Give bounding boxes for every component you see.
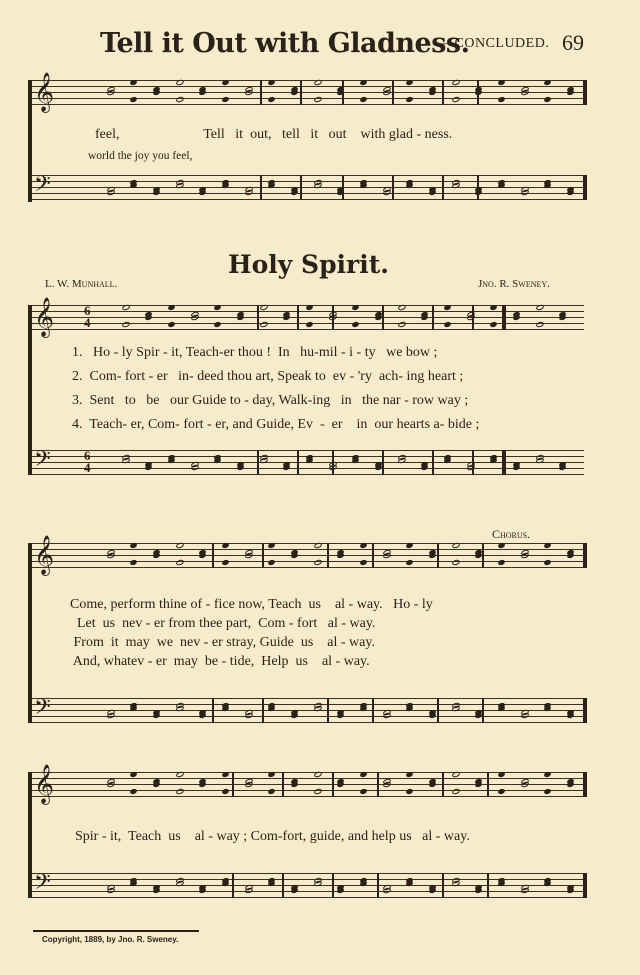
note-head <box>129 788 137 795</box>
barline <box>487 873 489 898</box>
note-head <box>497 788 505 795</box>
note-head <box>290 712 298 719</box>
note-head <box>313 788 322 795</box>
note-head <box>359 96 367 103</box>
barline <box>372 698 374 723</box>
barline <box>392 80 394 105</box>
note-head <box>267 788 275 795</box>
note-head <box>382 887 391 894</box>
note-head <box>221 182 229 189</box>
note-head <box>466 464 475 471</box>
note-head <box>282 464 290 471</box>
note-head <box>520 552 529 559</box>
bass-clef-icon: 𝄢 <box>34 870 51 900</box>
note-head <box>267 559 275 566</box>
note-head <box>336 712 344 719</box>
note-head <box>313 79 322 86</box>
barline <box>583 873 587 898</box>
barline <box>583 543 587 568</box>
chorus-label: Chorus. <box>492 527 531 541</box>
note-head <box>267 542 275 549</box>
note-head <box>313 182 322 189</box>
note-head <box>221 771 229 778</box>
note-head <box>121 304 130 311</box>
note-head <box>535 304 544 311</box>
barline <box>300 175 302 200</box>
note-head <box>106 712 115 719</box>
barline <box>297 305 299 330</box>
note-head <box>106 189 115 196</box>
treble-staff <box>32 764 584 804</box>
note-head <box>543 788 551 795</box>
note-head <box>351 304 359 311</box>
note-head <box>313 705 322 712</box>
note-head <box>290 189 298 196</box>
note-head <box>259 457 268 464</box>
note-head <box>152 189 160 196</box>
note-head <box>244 781 253 788</box>
note-head <box>566 712 574 719</box>
barline <box>437 543 439 568</box>
barline <box>262 698 264 723</box>
note-head <box>198 552 206 559</box>
note-head <box>397 321 406 328</box>
treble-staff <box>32 535 584 575</box>
note-head <box>520 887 529 894</box>
barline <box>442 873 444 898</box>
concluded-label: —CONCLUDED. <box>440 36 550 51</box>
note-head <box>244 887 253 894</box>
note-head <box>405 79 413 86</box>
note-head <box>175 542 184 549</box>
bass-clef-icon: 𝄢 <box>34 172 51 202</box>
note-head <box>428 887 436 894</box>
note-head <box>443 321 451 328</box>
note-head <box>451 96 460 103</box>
note-head <box>566 89 574 96</box>
note-head <box>267 96 275 103</box>
note-head <box>359 79 367 86</box>
note-head <box>175 880 184 887</box>
verse-2: 2. Com- fort - er in- deed thou art, Speak to ev - 'ry ach- ing heart ; <box>72 369 464 384</box>
note-head <box>428 189 436 196</box>
note-head <box>359 559 367 566</box>
note-head <box>290 89 298 96</box>
barline <box>432 305 434 330</box>
note-head <box>152 552 160 559</box>
treble-staff <box>32 297 584 337</box>
song-title-continued: Tell it Out with Gladness. <box>100 28 470 59</box>
note-head <box>106 552 115 559</box>
note-head <box>290 552 298 559</box>
note-head <box>175 96 184 103</box>
copyright-notice: Copyright, 1889, by Jno. R. Sweney. <box>42 935 179 944</box>
note-head <box>520 712 529 719</box>
time-sig-bottom: 4 <box>84 315 91 330</box>
note-head <box>129 771 137 778</box>
note-head <box>451 705 460 712</box>
bass-clef-icon: 𝄢 <box>34 695 51 725</box>
note-head <box>198 712 206 719</box>
note-head <box>543 880 551 887</box>
note-head <box>405 788 413 795</box>
barline <box>257 305 259 330</box>
barline <box>487 772 489 797</box>
note-head <box>198 781 206 788</box>
note-head <box>244 189 253 196</box>
note-head <box>129 182 137 189</box>
note-head <box>221 96 229 103</box>
lyric-line: feel, Tell it out, tell it out with glad - ness. <box>95 127 453 142</box>
note-head <box>175 705 184 712</box>
note-head <box>313 559 322 566</box>
time-sig-top: 6 <box>84 303 91 318</box>
note-head <box>290 781 298 788</box>
note-head <box>497 182 505 189</box>
note-head <box>489 304 497 311</box>
note-head <box>474 781 482 788</box>
note-head <box>359 880 367 887</box>
barline <box>377 772 379 797</box>
treble-clef-icon: 𝄞 <box>34 297 55 337</box>
note-head <box>106 89 115 96</box>
note-head <box>405 559 413 566</box>
note-head <box>175 182 184 189</box>
note-head <box>175 79 184 86</box>
note-head <box>443 457 451 464</box>
system-brace <box>28 543 32 723</box>
note-head <box>405 96 413 103</box>
note-head <box>221 705 229 712</box>
note-head <box>558 314 566 321</box>
barline <box>260 175 262 200</box>
time-sig-top: 6 <box>84 448 91 463</box>
note-head <box>428 552 436 559</box>
note-head <box>152 781 160 788</box>
note-head <box>336 552 344 559</box>
barline <box>300 80 302 105</box>
barline <box>327 543 329 568</box>
note-head <box>221 788 229 795</box>
note-head <box>497 79 505 86</box>
note-head <box>497 771 505 778</box>
note-head <box>397 304 406 311</box>
note-head <box>520 781 529 788</box>
note-head <box>221 559 229 566</box>
note-head <box>405 771 413 778</box>
refrain-line-4: And, whatev - er may be - tide, Help us al - way. <box>70 654 370 669</box>
note-head <box>221 79 229 86</box>
note-head <box>305 457 313 464</box>
note-head <box>535 457 544 464</box>
note-head <box>282 314 290 321</box>
note-head <box>106 887 115 894</box>
barline <box>372 543 374 568</box>
barline <box>583 175 587 200</box>
note-head <box>520 189 529 196</box>
bass-clef-icon: 𝄢 <box>34 447 51 477</box>
note-head <box>244 552 253 559</box>
note-head <box>566 552 574 559</box>
note-head <box>451 79 460 86</box>
note-head <box>451 542 460 549</box>
note-head <box>267 182 275 189</box>
note-head <box>259 321 268 328</box>
note-head <box>420 464 428 471</box>
bass-staff <box>32 447 584 477</box>
bass-staff <box>32 695 584 725</box>
barline <box>332 772 334 797</box>
note-head <box>474 887 482 894</box>
treble-clef-icon: 𝄞 <box>34 72 55 112</box>
note-head <box>328 464 337 471</box>
refrain-line-3: From it may we nev - er stray, Guide us al - way. <box>70 635 375 650</box>
barline <box>583 698 587 723</box>
note-head <box>244 712 253 719</box>
barline <box>377 873 379 898</box>
composer-credit: Jno. R. Sweney. <box>478 278 550 290</box>
barline <box>332 873 334 898</box>
note-head <box>543 559 551 566</box>
note-head <box>466 314 475 321</box>
note-head <box>198 89 206 96</box>
barline <box>212 543 214 568</box>
note-head <box>566 189 574 196</box>
note-head <box>382 189 391 196</box>
note-head <box>512 464 520 471</box>
note-head <box>190 464 199 471</box>
note-head <box>451 880 460 887</box>
note-head <box>382 781 391 788</box>
note-head <box>359 542 367 549</box>
note-head <box>213 321 221 328</box>
note-head <box>167 457 175 464</box>
time-signature <box>84 450 91 474</box>
note-head <box>328 314 337 321</box>
note-head <box>144 314 152 321</box>
barline <box>232 873 234 898</box>
note-head <box>497 559 505 566</box>
note-head <box>259 304 268 311</box>
note-head <box>566 887 574 894</box>
time-signature <box>84 305 91 329</box>
note-head <box>451 788 460 795</box>
lyric-line-bass: world the joy you feel, <box>88 150 193 162</box>
note-head <box>497 96 505 103</box>
barline <box>282 873 284 898</box>
note-head <box>405 880 413 887</box>
note-head <box>313 542 322 549</box>
note-head <box>543 705 551 712</box>
barline <box>382 450 384 475</box>
note-head <box>175 559 184 566</box>
barline <box>432 450 434 475</box>
note-head <box>359 705 367 712</box>
verse-3: 3. Sent to be our Guide to - day, Walk-ing in the nar - row way ; <box>72 393 469 408</box>
author-credit: L. W. Munhall. <box>45 278 118 290</box>
note-head <box>512 314 520 321</box>
note-head <box>167 321 175 328</box>
note-head <box>351 457 359 464</box>
note-head <box>106 781 115 788</box>
note-head <box>129 559 137 566</box>
note-head <box>543 542 551 549</box>
note-head <box>351 321 359 328</box>
note-head <box>313 880 322 887</box>
note-head <box>489 457 497 464</box>
note-head <box>428 781 436 788</box>
barline <box>262 543 264 568</box>
treble-clef-icon: 𝄞 <box>34 764 55 804</box>
note-head <box>198 887 206 894</box>
note-head <box>198 189 206 196</box>
note-head <box>175 771 184 778</box>
note-head <box>359 788 367 795</box>
note-head <box>428 712 436 719</box>
barline <box>282 772 284 797</box>
note-head <box>336 781 344 788</box>
time-sig-bottom: 4 <box>84 460 91 475</box>
barline <box>482 698 484 723</box>
note-head <box>129 96 137 103</box>
note-head <box>313 96 322 103</box>
note-head <box>543 182 551 189</box>
barline <box>442 80 444 105</box>
treble-staff <box>32 72 584 112</box>
barline <box>583 772 587 797</box>
note-head <box>313 771 322 778</box>
barline <box>212 698 214 723</box>
note-head <box>497 880 505 887</box>
note-head <box>144 464 152 471</box>
barline <box>442 175 444 200</box>
note-head <box>221 542 229 549</box>
barline <box>257 450 259 475</box>
note-head <box>175 788 184 795</box>
note-head <box>167 304 175 311</box>
hymn-title: Holy Spirit. <box>228 250 389 279</box>
note-head <box>535 321 544 328</box>
note-head <box>397 457 406 464</box>
treble-clef-icon: 𝄞 <box>34 535 55 575</box>
note-head <box>359 771 367 778</box>
note-head <box>520 89 529 96</box>
verse-1: 1. Ho - ly Spir - it, Teach-er thou ! In hu-mil - i - ty we bow ; <box>72 345 438 360</box>
note-head <box>152 712 160 719</box>
note-head <box>121 321 130 328</box>
note-head <box>497 542 505 549</box>
barline <box>482 543 484 568</box>
note-head <box>566 781 574 788</box>
barline <box>502 305 506 330</box>
note-head <box>152 89 160 96</box>
barline <box>392 175 394 200</box>
page-number: 69 <box>562 30 584 55</box>
barline <box>437 698 439 723</box>
note-head <box>405 705 413 712</box>
note-head <box>428 89 436 96</box>
note-head <box>543 79 551 86</box>
note-head <box>129 79 137 86</box>
note-head <box>213 304 221 311</box>
note-head <box>152 887 160 894</box>
note-head <box>405 542 413 549</box>
refrain-line-1: Come, perform thine of - fice now, Teach us al - way. Ho - ly <box>70 597 433 612</box>
note-head <box>451 559 460 566</box>
note-head <box>267 771 275 778</box>
note-head <box>451 182 460 189</box>
note-head <box>267 880 275 887</box>
barline <box>382 305 384 330</box>
bass-staff <box>32 870 584 900</box>
barline <box>442 772 444 797</box>
note-head <box>405 182 413 189</box>
note-head <box>221 880 229 887</box>
note-head <box>121 457 130 464</box>
note-head <box>489 321 497 328</box>
note-head <box>474 189 482 196</box>
barline <box>327 698 329 723</box>
note-head <box>267 79 275 86</box>
note-head <box>129 880 137 887</box>
note-head <box>474 89 482 96</box>
note-head <box>267 705 275 712</box>
note-head <box>213 457 221 464</box>
note-head <box>420 314 428 321</box>
note-head <box>129 705 137 712</box>
refrain-line-2: Let us nev - er from thee part, Com - fort al - way. <box>70 616 376 631</box>
note-head <box>129 542 137 549</box>
note-head <box>543 96 551 103</box>
final-lyric-line: Spir - it, Teach us al - way ; Com-fort, guide, and help us al - way. <box>75 829 470 844</box>
bass-staff <box>32 172 584 202</box>
note-head <box>305 304 313 311</box>
barline <box>583 80 587 105</box>
note-head <box>543 771 551 778</box>
barline <box>232 772 234 797</box>
footer-rule <box>33 930 199 932</box>
note-head <box>558 464 566 471</box>
note-head <box>305 321 313 328</box>
note-head <box>497 705 505 712</box>
verse-4: 4. Teach- er, Com- fort - er, and Guide, Ev - er in our hearts a- bide ; <box>72 417 480 432</box>
note-head <box>244 89 253 96</box>
note-head <box>190 314 199 321</box>
barline <box>502 450 506 475</box>
note-head <box>382 712 391 719</box>
note-head <box>359 182 367 189</box>
barline <box>297 450 299 475</box>
note-head <box>382 552 391 559</box>
note-head <box>236 464 244 471</box>
barline <box>260 80 262 105</box>
note-head <box>336 887 344 894</box>
note-head <box>382 89 391 96</box>
note-head <box>236 314 244 321</box>
note-head <box>451 771 460 778</box>
note-head <box>443 304 451 311</box>
note-head <box>290 887 298 894</box>
